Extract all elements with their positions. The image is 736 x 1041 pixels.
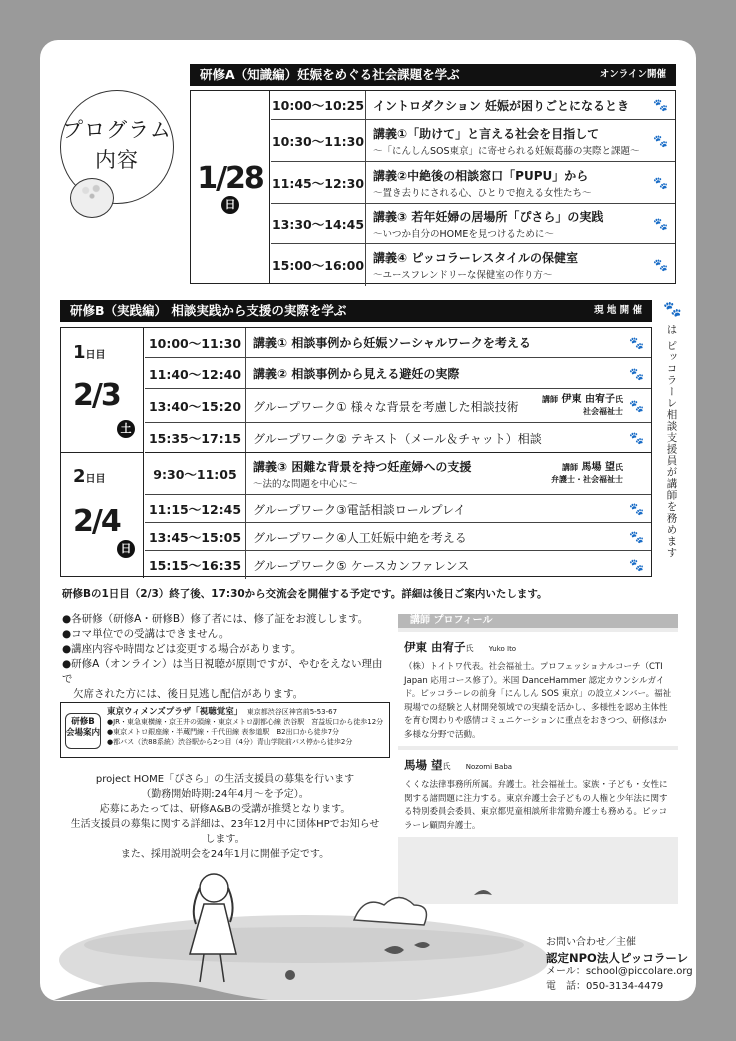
row-title [245,423,651,453]
cookie-mascot-icon [70,178,114,218]
program-label-line1: プログラム [62,118,172,142]
row-time: 11:45〜12:30 [271,162,366,204]
note-item-cont: 欠席された方には、後日見逃し配信があります。 [73,688,304,700]
row-title [365,120,675,162]
lecturer-1-name [542,394,623,406]
row-title [365,204,675,244]
profile-1-roman: Yuko Ito [488,645,517,653]
row-title-sub: 〜法的な問題を中心に〜 [253,479,358,490]
paw-icon: 🐾 [629,558,644,572]
row-title-sub: 〜「にんしんSOS東京」に寄せられる妊娠葛藤の実際と課題〜 [373,146,640,157]
row-title [365,162,675,204]
contact-email-label: メール： [546,966,586,977]
venue-access: ●東京メトロ銀座線・半蔵門線・千代田線 表参道駅 B2出口から徒歩7分 [107,728,340,736]
row-title-sub: 〜ユースフレンドリーな保健室の作り方〜 [373,270,553,281]
session-b-row [145,452,651,495]
paw-icon: 🐾 [629,502,644,516]
session-b-row [145,388,651,423]
row-title-main: グループワーク① 様々な背景を考慮した相談技術 [253,399,519,414]
venue-access: ●都バス（渋88系統）渋谷駅から2つ目（4分）青山学院前バス停から徒歩2分 [107,738,353,746]
contact-tel[interactable]: 050-3134-4479 [586,980,664,992]
session-a-row [271,203,675,244]
session-a-date [191,91,270,283]
girl-dress [190,904,236,954]
paw-icon: 🐾 [663,300,682,318]
paw-icon: 🐾 [653,98,668,112]
note-item: ●講座内容や時間などは変更する場合があります。 [62,643,302,655]
paw-icon: 🐾 [653,258,668,272]
row-title [245,495,651,523]
recruit-line: 生活支援員の募集に関する詳細は、23年12月中に団体HPでお知らせします。 [70,819,380,845]
paw-icon: 🐾 [629,366,644,381]
venue-name: 東京ウィメンズプラザ「視聴覚室」 [107,707,243,717]
lecturer-1 [542,394,623,418]
contact-tel-label: 電 話： [546,980,586,992]
day1-date [61,328,144,453]
row-title-sub: 〜いつか自分のHOMEを見つけるために〜 [373,229,554,240]
session-a-row [271,91,675,119]
row-title-sub: 〜置き去りにされる心、ひとりで抱える女性たち〜 [373,188,592,199]
cloud-shape [354,898,426,926]
contact-block [546,936,696,994]
row-title-main: 講義③ 若年妊婦の居場所「ぴさら」の実践 [373,210,604,224]
venue-label [65,713,101,749]
day2-num [73,466,106,487]
session-b-row [145,328,651,357]
row-time: 13:30〜14:45 [271,204,366,244]
profile-2-roman: Nozomi Baba [465,763,513,771]
row-time: 13:40〜15:20 [145,389,246,423]
lecturer-2-title: 弁護士・社会福祉士 [551,475,623,484]
profile-2-honorific: 氏 [442,762,451,771]
lecturer-2-honorific: 氏 [615,463,623,472]
row-title [245,551,651,579]
row-title-main: 講義② 相談事例から見える避妊の実際 [253,367,460,381]
contact-org: 認定NPO法人ピッコラーレ [546,950,689,965]
session-b-table [60,327,652,577]
profile-1-name: 伊東 由宥子 [404,640,466,654]
day1-num [73,342,106,363]
venue-address: 東京都渋谷区神宮前5-53-67 [246,708,338,716]
row-title-main: グループワーク② テキスト（メール＆チャット）相談 [253,431,542,446]
row-time: 11:40〜12:40 [145,358,246,389]
venue-access: ●JR・東急東横線・京王井の頭線・東京メトロ副都心線 渋谷駅 宮益坂口から徒歩12分 [107,718,384,726]
venue-details [107,707,385,747]
profile-2-name-line [404,754,672,773]
horizon-shape [84,927,524,963]
contact-email-line [546,965,696,980]
session-b-title: 研修B（実践編） 相談実践から支援の実際を学ぶ [70,303,347,318]
recruit-line: 応募にあたっては、研修A&Bの受講が推奨となります。 [99,804,351,815]
day2-unit: 日目 [85,474,106,485]
row-time: 10:00〜10:25 [271,91,366,119]
session-b-mode: 現 地 開 催 [594,305,642,316]
day2-weekday: 日 [117,540,135,558]
session-b-row [145,357,651,389]
session-b-row [145,550,651,579]
row-title-main: グループワーク④人工妊娠中絶を考える [253,530,467,545]
row-title [245,328,651,357]
session-a-rows [271,91,675,283]
row-title-main: 講義③ 困難な背景を持つ妊産婦への支援 [253,460,472,474]
program-label-line2: 内容 [95,148,139,172]
profile-1-honorific: 氏 [465,644,474,653]
side-note [660,302,684,558]
note-item: ●各研修（研修A・研修B）修了者には、修了証をお渡しします。 [62,613,369,625]
row-title-main: グループワーク⑤ ケースカンファレンス [253,558,470,573]
row-time: 10:30〜11:30 [271,120,366,162]
side-note-text: は ピッコラーレ相談支援員が講師を務めます [665,324,678,559]
row-time: 11:15〜12:45 [145,495,246,523]
session-a-title: 研修A（知識編）妊娠をめぐる社会課題を学ぶ [200,67,460,82]
lecturer-2-name [551,462,623,474]
bird-shape [474,890,492,895]
row-time: 15:35〜17:15 [145,423,246,453]
paw-icon: 🐾 [629,335,644,350]
venue-box [60,702,390,758]
venue-name-line [107,707,385,717]
profile-1-name-line [404,636,672,655]
row-time: 13:45〜15:05 [145,523,246,551]
row-title-main: 講義① 相談事例から妊娠ソーシャルワークを考える [253,336,531,350]
session-a-mode: オンライン開催 [599,69,666,80]
contact-email[interactable]: school@piccolare.org [585,966,693,977]
session-b-rows [145,328,651,576]
profile-2-name: 馬場 望 [404,758,443,772]
lecturer-2 [551,462,623,486]
row-title [245,358,651,389]
day1-weekday: 土 [117,420,135,438]
row-time: 10:00〜11:30 [145,328,246,357]
session-a-table [190,90,676,284]
row-title-main: 講義①「助けて」と言える社会を目指して [373,127,600,141]
crab-shape [285,970,295,980]
lecturer-1-name-text: 伊東 由宥子 [561,394,615,405]
profile-header-text: 講師 プロフィール [410,615,493,626]
profile-2-text: くくな法律事務所所属。弁護士。社会福祉士。家族・子ども・女性に関する諸問題に注力する。東京弁護士会子どもの人権と少年法に関する特別委員会委員、東京都児童相談所非常勤弁護士も務める。ピッコラーレ顧問弁護士。 [404,780,668,831]
day2-date [61,452,144,578]
paw-icon: 🐾 [629,530,644,544]
row-title [365,244,675,286]
row-title-main: 講義④ ピッコラーレスタイルの保健室 [373,251,579,265]
venue-label-1: 研修B [71,717,95,727]
profile-1 [398,632,678,746]
session-b-row [145,422,651,453]
row-time: 15:15〜16:35 [145,551,246,579]
girl-head [200,874,228,902]
session-a-header [190,64,676,86]
paw-icon: 🐾 [653,134,668,148]
venue-label-2: 会場案内 [66,728,101,738]
profile-2 [398,750,678,837]
row-title-main: 講義②中絶後の相談窓口「PUPU」から [373,169,589,183]
session-a-row [271,119,675,162]
lecturer-1-title: 社会福祉士 [583,407,623,416]
lecturer-1-honorific: 氏 [615,395,623,404]
row-time: 15:00〜16:00 [271,244,366,286]
contact-tel-line [546,980,696,995]
lecturer-2-role: 講師 [562,463,579,472]
note-item: ●研修A（オンライン）は当日視聴が原則ですが、やむをえない理由で [62,658,383,685]
profile-1-text: （株）トイトワ代表。社会福祉士。プロフェッショナルコーチ（CTI Japan 応用コース修了）。米国 DanceHammer 認定カウンシルガイド。ピッコラーレの前身「にんしん SOS 東京」の設立メンバー。福祉現場での経験と人材開発領域での実績を活かし、多様性を認め主体性を育む関わりや感情コミュニケーションに重点をおきつつ、研修ほか多様な分野で活動。 [404,662,672,740]
recruit-line: project HOME「ぴさら」の生活支援員の募集を行います [95,774,355,785]
paw-icon: 🐾 [653,217,668,231]
recruit-line: （勤務開始時期:24年4月〜を予定）。 [141,789,309,800]
session-b-row [145,494,651,523]
session-b-header [60,300,652,322]
day1-date-text: 2/3 [73,378,120,413]
paw-icon: 🐾 [653,176,668,190]
notes-list [62,612,392,702]
row-title-main: グループワーク③電話相談ロールプレイ [253,502,466,517]
lecturer-2-name-text: 馬場 望 [581,462,615,473]
recruitment-text [70,772,380,862]
row-title [365,91,675,119]
day2-date-text: 2/4 [73,504,120,539]
row-time: 9:30〜11:05 [145,453,246,495]
session-a-date-text: 1/28 [197,160,263,196]
session-a-weekday: 日 [221,196,239,214]
lecturer-1-role: 講師 [542,395,559,404]
paw-icon: 🐾 [629,431,644,445]
contact-label: お問い合わせ／主催 [546,937,636,948]
session-a-row [271,243,675,286]
row-title-main: イントロダクション 妊娠が困りごとになるとき [373,98,629,113]
profile-header [398,614,678,628]
beach-illustration [54,850,554,1000]
day2-num-text: 2 [73,466,86,487]
day1-num-text: 1 [73,342,86,363]
session-a-row [271,161,675,204]
day1-unit: 日目 [85,350,106,361]
exchange-note: 研修Bの1日目（2/3）終了後、17:30から交流会を開催する予定です。詳細は後日ご案内いたします。 [62,588,548,600]
note-item: ●コマ単位での受講はできません。 [62,628,230,640]
session-b-row [145,522,651,551]
paw-icon: 🐾 [629,399,644,413]
recruit-line: また、採用説明会を24年1月に開催予定です。 [120,849,330,860]
flyer-page [40,40,696,1001]
row-title [245,523,651,551]
